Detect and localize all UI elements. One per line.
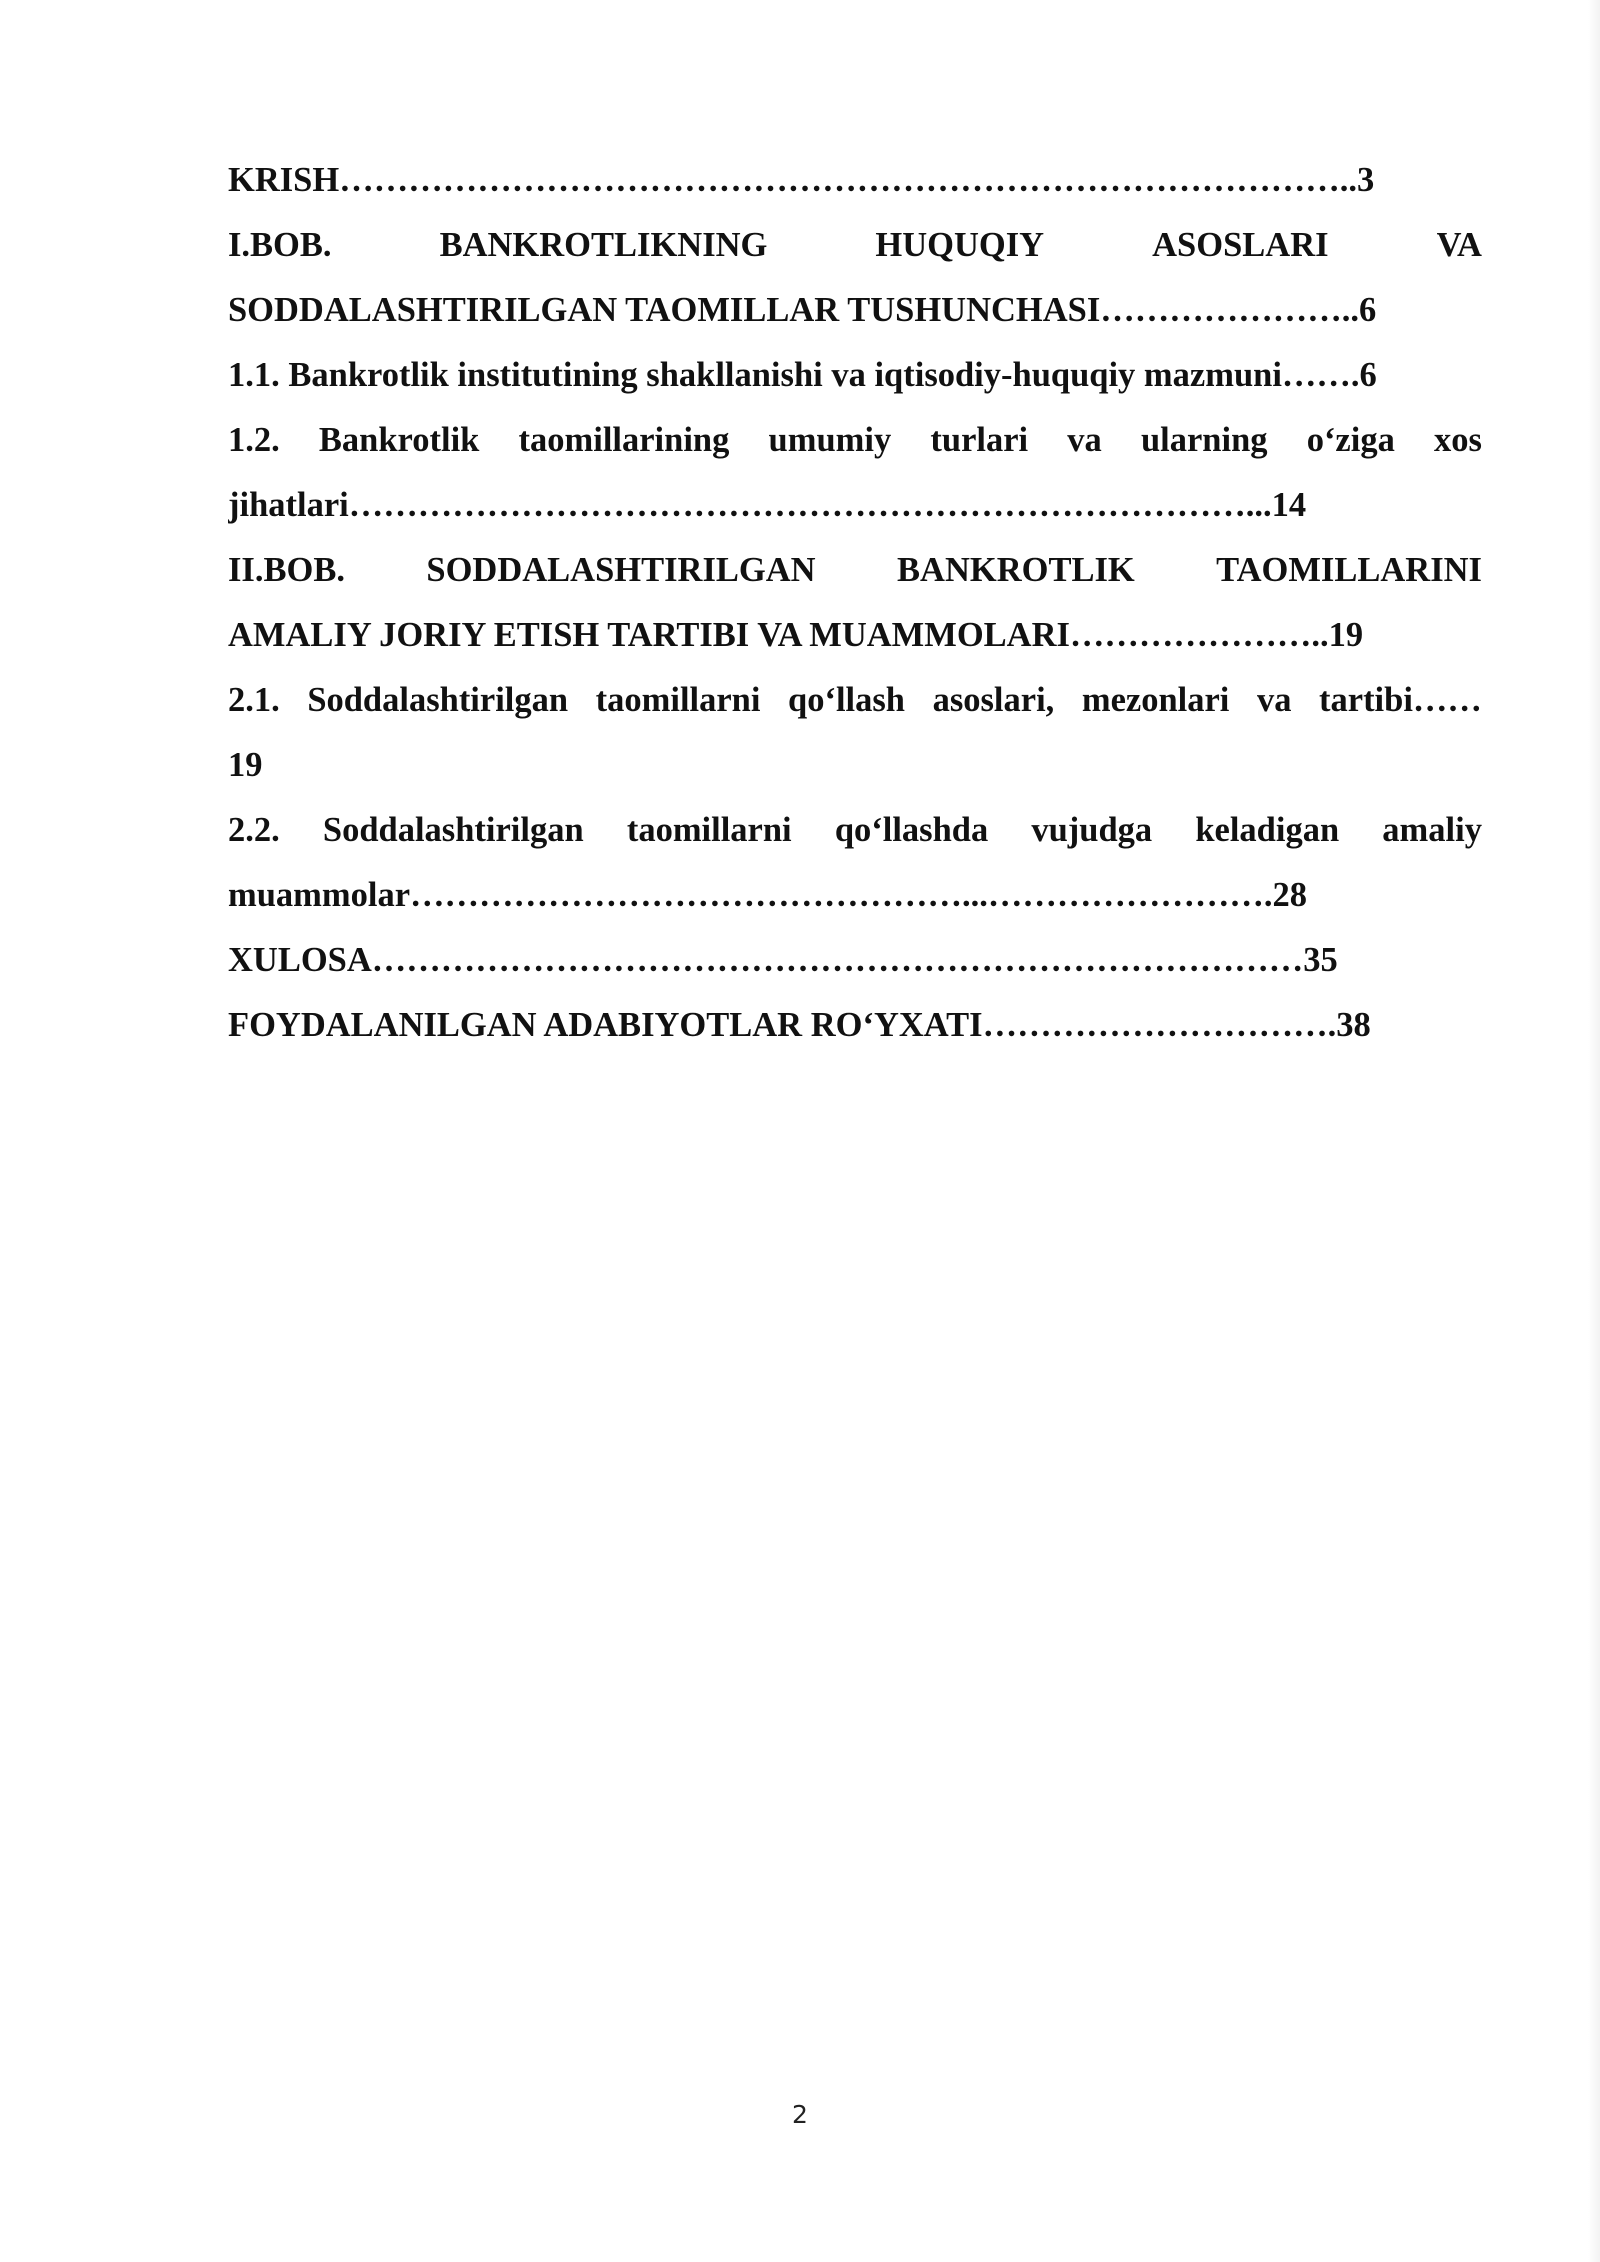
- toc-word: qo‘llashda: [834, 811, 989, 849]
- toc-word: va: [1067, 421, 1102, 459]
- toc-entry-kirish: KRISH……………………………………………………………………………..3: [228, 161, 1375, 199]
- toc-word: taomillarining: [518, 421, 730, 459]
- toc-word: ASOSLARI: [1152, 226, 1329, 264]
- toc-word: BANKROTLIKNING: [439, 226, 768, 264]
- toc-word: vujudga: [1031, 811, 1153, 849]
- toc-word: mezonlari: [1081, 681, 1230, 719]
- toc-entry-section-2-2-end: muammolar…………………………………………...…………………….28: [228, 876, 1308, 914]
- toc-word: Soddalashtirilgan: [322, 811, 584, 849]
- toc-entry-section-2-1-heading: [228, 668, 1482, 733]
- toc-word: umumiy: [768, 421, 892, 459]
- toc-word: II.BOB.: [228, 551, 345, 589]
- toc-word: taomillarni: [595, 681, 761, 719]
- toc-word: VA: [1436, 226, 1482, 264]
- toc-entry-chapter-2-heading: [228, 538, 1482, 603]
- toc-word: BANKROTLIK: [897, 551, 1135, 589]
- toc-entry-section-1-1: 1.1. Bankrotlik institutining shakllanishi va iqtisodiy-huquqiy mazmuni…….6: [228, 356, 1377, 394]
- toc-word: Bankrotlik: [318, 421, 480, 459]
- toc-word: 2.1.: [228, 681, 280, 719]
- toc-entry-chapter-1-heading: [228, 213, 1482, 278]
- toc-entry-section-2-1-page: 19: [228, 746, 263, 784]
- toc-entry-section-1-2-end: jihatlari……………………………………………………………………...14: [228, 486, 1307, 524]
- toc-word: SODDALASHTIRILGAN: [426, 551, 816, 589]
- toc-word: TAOMILLARINI: [1216, 551, 1482, 589]
- toc-entry-chapter-2-title: AMALIY JORIY ETISH TARTIBI VA MUAMMOLARI…………………..19: [228, 616, 1364, 654]
- toc-word: amaliy: [1382, 811, 1482, 849]
- toc-word: HUQUQIY: [875, 226, 1045, 264]
- toc-word: o‘ziga: [1306, 421, 1395, 459]
- toc-entry-chapter-1-title: SODDALASHTIRILGAN TAOMILLAR TUSHUNCHASI…………………..6: [228, 291, 1377, 329]
- table-of-contents: [228, 148, 1482, 1058]
- toc-word: va: [1256, 681, 1292, 719]
- toc-word: taomillarni: [626, 811, 792, 849]
- page-number: 2: [792, 2100, 808, 2129]
- toc-word: I.BOB.: [228, 226, 332, 264]
- toc-word: 1.2.: [228, 421, 280, 459]
- toc-word: ularning: [1140, 421, 1268, 459]
- toc-entry-bibliography: FOYDALANILGAN ADABIYOTLAR RO‘YXATI………………………….38: [228, 1006, 1371, 1044]
- toc-entry-xulosa: XULOSA………………………………………………………………………35: [228, 941, 1338, 979]
- toc-entry-section-1-2-heading: [228, 408, 1482, 473]
- toc-word: 2.2.: [228, 811, 280, 849]
- toc-word: qo‘llash: [788, 681, 905, 719]
- page-edge-shadow: [1588, 0, 1600, 2262]
- toc-word: xos: [1434, 421, 1482, 459]
- toc-word: asoslari,: [932, 681, 1055, 719]
- toc-word: turlari: [930, 421, 1029, 459]
- toc-word: Soddalashtirilgan: [307, 681, 569, 719]
- toc-word: tartibi……: [1319, 681, 1482, 719]
- toc-word: keladigan: [1195, 811, 1340, 849]
- toc-entry-section-2-2-heading: [228, 798, 1482, 863]
